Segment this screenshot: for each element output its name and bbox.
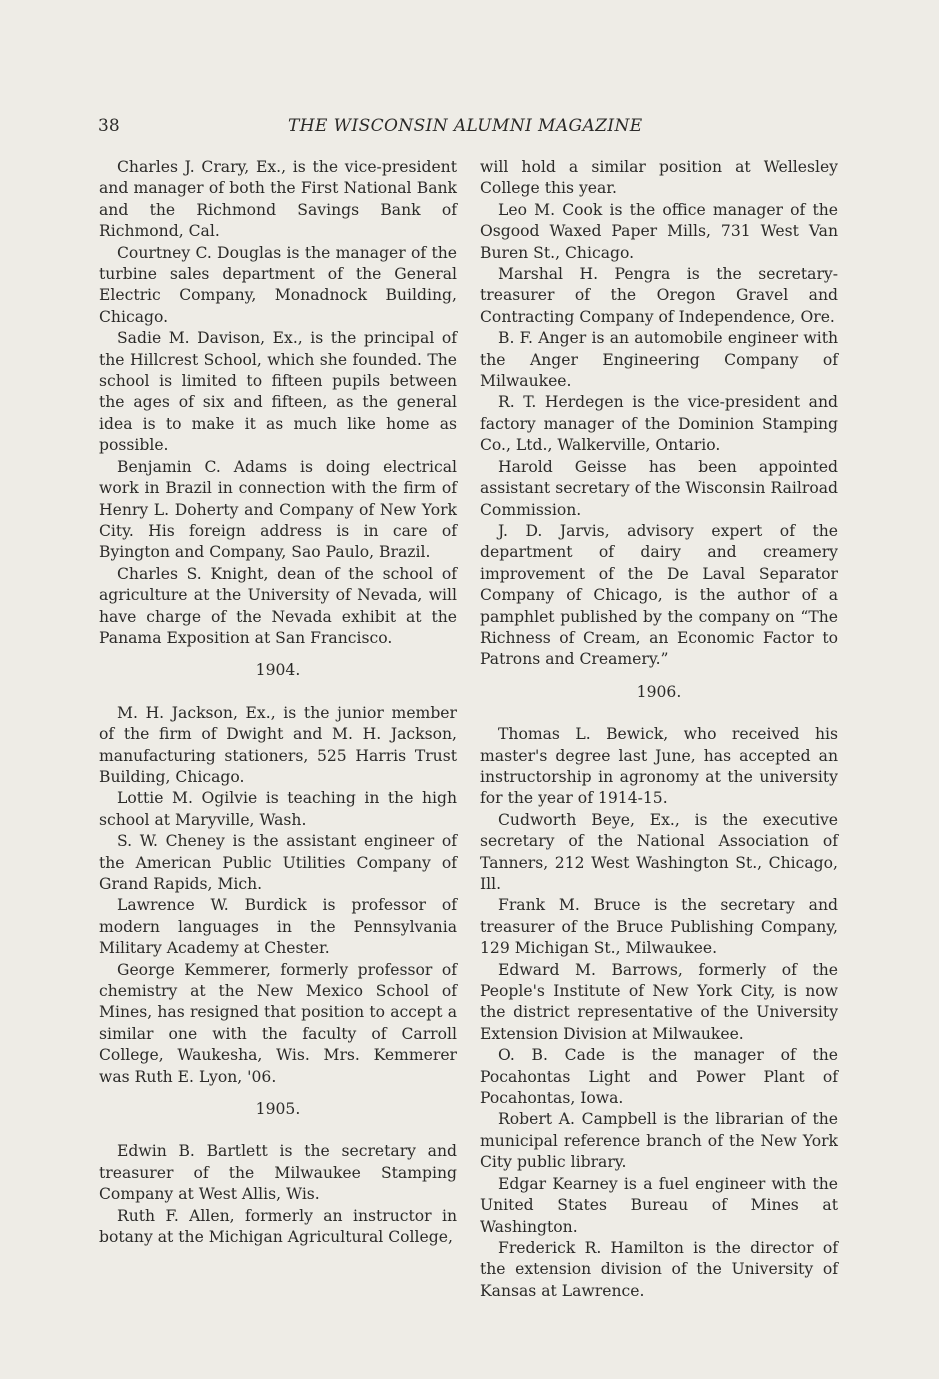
paragraph-anger: B. F. Anger is an automobile engineer with the Anger Engineering Company of Milwaukee. bbox=[480, 329, 838, 391]
page-number: 38 bbox=[98, 116, 120, 136]
paragraph-bewick: Thomas L. Bewick, who received his master's degree last June, has accepted an instructorship in agronomy at the university for the year of 1914-15. bbox=[480, 725, 838, 808]
paragraph-douglas: Courtney C. Douglas is the manager of the turbine sales department of the General Electric Company, Monadnock Building, Chicago. bbox=[99, 243, 457, 326]
paragraph-bartlett: Edwin B. Bartlett is the secretary and treasurer of the Milwaukee Stamping Company at West Allis, Wis. bbox=[99, 1142, 457, 1204]
paragraph-cheney: S. W. Cheney is the assistant engineer of the American Public Utilities Company of Grand Rapids, Mich. bbox=[99, 832, 457, 893]
paragraph-allen-continued: will hold a similar position at Wellesley College this year. bbox=[480, 158, 838, 198]
page-header bbox=[98, 116, 838, 140]
paragraph-crary: Charles J. Crary, Ex., is the vice-president and manager of both the First National Bank and the Richmond Savings Bank of Richmond, Cal. bbox=[99, 158, 457, 241]
paragraph-jarvis: J. D. Jarvis, advisory expert of the department of dairy and creamery improvement of the De Laval Separator Company of Chicago, is the author of a pamphlet published by the company on “The Richness of Cream, an Economic Factor to Patrons and Creamery.” bbox=[480, 521, 838, 669]
right-column bbox=[480, 157, 838, 1302]
paragraph-campbell: Robert A. Campbell is the librarian of the municipal reference branch of the New York City public library. bbox=[480, 1110, 838, 1172]
paragraph-barrows: Edward M. Barrows, formerly of the People's Institute of New York City, is now the district representative of the University Extension Division at Milwaukee. bbox=[480, 960, 838, 1043]
paragraph-bruce: Frank M. Bruce is the secretary and treasurer of the Bruce Publishing Company, 129 Michigan St., Milwaukee. bbox=[480, 896, 838, 958]
paragraph-geisse: Harold Geisse has been appointed assistant secretary of the Wisconsin Railroad Commission. bbox=[480, 457, 838, 519]
paragraph-cook: Leo M. Cook is the office manager of the Osgood Waxed Paper Mills, 731 West Van Buren St., Chicago. bbox=[480, 200, 838, 262]
paragraph-jackson: M. H. Jackson, Ex., is the junior member of the firm of Dwight and M. H. Jackson, manufacturing stationers, 525 Harris Trust Building, Chicago. bbox=[99, 703, 457, 786]
paragraph-herdegen: R. T. Herdegen is the vice-president and factory manager of the Dominion Stamping Co., Ltd., Walkerville, Ontario. bbox=[480, 393, 838, 455]
paragraph-beye: Cudworth Beye, Ex., is the executive secretary of the National Association of Tanners, 212 West Washington St., Chicago, Ill. bbox=[480, 810, 838, 893]
year-heading-1906: 1906. bbox=[636, 682, 682, 701]
paragraph-knight: Charles S. Knight, dean of the school of agriculture at the University of Nevada, will have charge of the Nevada exhibit at the Panama Exposition at San Francisco. bbox=[99, 564, 457, 647]
paragraph-allen: Ruth F. Allen, formerly an instructor in botany at the Michigan Agricultural College, bbox=[99, 1206, 457, 1247]
left-column bbox=[99, 157, 457, 1249]
paragraph-davison: Sadie M. Davison, Ex., is the principal of the Hillcrest School, which she founded. The school is limited to fifteen pupils between the ages of six and fifteen, as the general idea is to make it as much like home as possible. bbox=[99, 329, 457, 455]
paragraph-burdick: Lawrence W. Burdick is professor of modern languages in the Pennsylvania Military Academy at Chester. bbox=[99, 896, 457, 958]
year-heading-1904: 1904. bbox=[255, 661, 301, 680]
paragraph-kearney: Edgar Kearney is a fuel engineer with the United States Bureau of Mines at Washington. bbox=[480, 1174, 838, 1236]
paragraph-pengra: Marshal H. Pengra is the secretary-treasurer of the Oregon Gravel and Contracting Company of Independence, Ore. bbox=[480, 265, 838, 326]
magazine-title: THE WISCONSIN ALUMNI MAGAZINE bbox=[288, 116, 643, 136]
paragraph-ogilvie: Lottie M. Ogilvie is teaching in the high school at Maryville, Wash. bbox=[99, 789, 457, 829]
paragraph-cade: O. B. Cade is the manager of the Pocahontas Light and Power Plant of Pocahontas, Iowa. bbox=[480, 1046, 838, 1108]
year-heading-1905: 1905. bbox=[255, 1100, 301, 1119]
paragraph-kemmerer: George Kemmerer, formerly professor of chemistry at the New Mexico School of Mines, has resigned that position to accept a similar one with the faculty of Carroll College, Waukesha, Wis. Mrs. Kemmerer was Ruth E. Lyon, '06. bbox=[99, 960, 457, 1086]
paragraph-hamilton: Frederick R. Hamilton is the director of the extension division of the University of Kansas at Lawrence. bbox=[480, 1238, 838, 1300]
paragraph-adams: Benjamin C. Adams is doing electrical work in Brazil in connection with the firm of Henry L. Doherty and Company of New York City. His foreign address is in care of Byington and Company, Sao Paulo, Brazil. bbox=[99, 457, 457, 562]
